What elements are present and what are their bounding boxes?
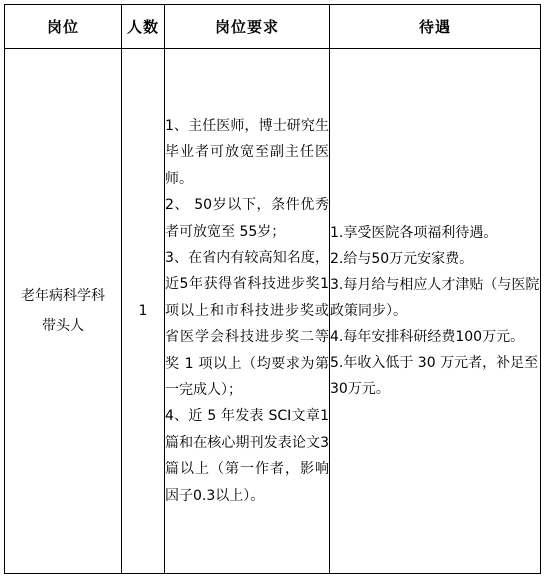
requirement-item: 1、主任医师，博士研究生毕业者可放宽至副主任医师。 [165, 117, 329, 187]
requirement-item: 3、在省内有较高知名度，近5年获得省科技进步奖1项以上和市科技进步奖或省医学会科技进步奖二等奖 1 项以上（均要求为第一完成人）； [165, 249, 329, 399]
header-row [5, 5, 541, 49]
benefit-item: 1.享受医院各项福利待遇。 [330, 225, 498, 241]
benefit-item: 5.年收入低于 30 万元者，补足至30万元。 [330, 355, 539, 397]
benefits-cell [330, 49, 541, 574]
requirement-item: 4、近 5 年发表 SCI文章1篇和在核心期刊发表论文3篇以上（第一作者，影响因子0.3以上）。 [165, 408, 329, 504]
header-benefits: 待遇 [330, 5, 541, 49]
count-cell: 1 [122, 49, 165, 574]
benefit-item: 4.每年安排科研经费100万元。 [330, 329, 525, 345]
benefit-item: 2.给与50万元安家费。 [330, 251, 474, 267]
header-requirements: 岗位要求 [165, 5, 330, 49]
requirements-cell [165, 49, 330, 574]
position-name: 老年病科学科带头人 [21, 288, 105, 334]
table-row [5, 49, 541, 574]
position-cell [5, 49, 122, 574]
header-count: 人数 [122, 5, 165, 49]
requirement-item: 2、 50岁以下，条件优秀者可放宽至 55岁； [165, 197, 329, 240]
header-position: 岗位 [5, 5, 122, 49]
benefit-item: 3.每月给与相应人才津贴（与医院政策同步）。 [330, 277, 540, 319]
recruitment-table [4, 4, 541, 574]
